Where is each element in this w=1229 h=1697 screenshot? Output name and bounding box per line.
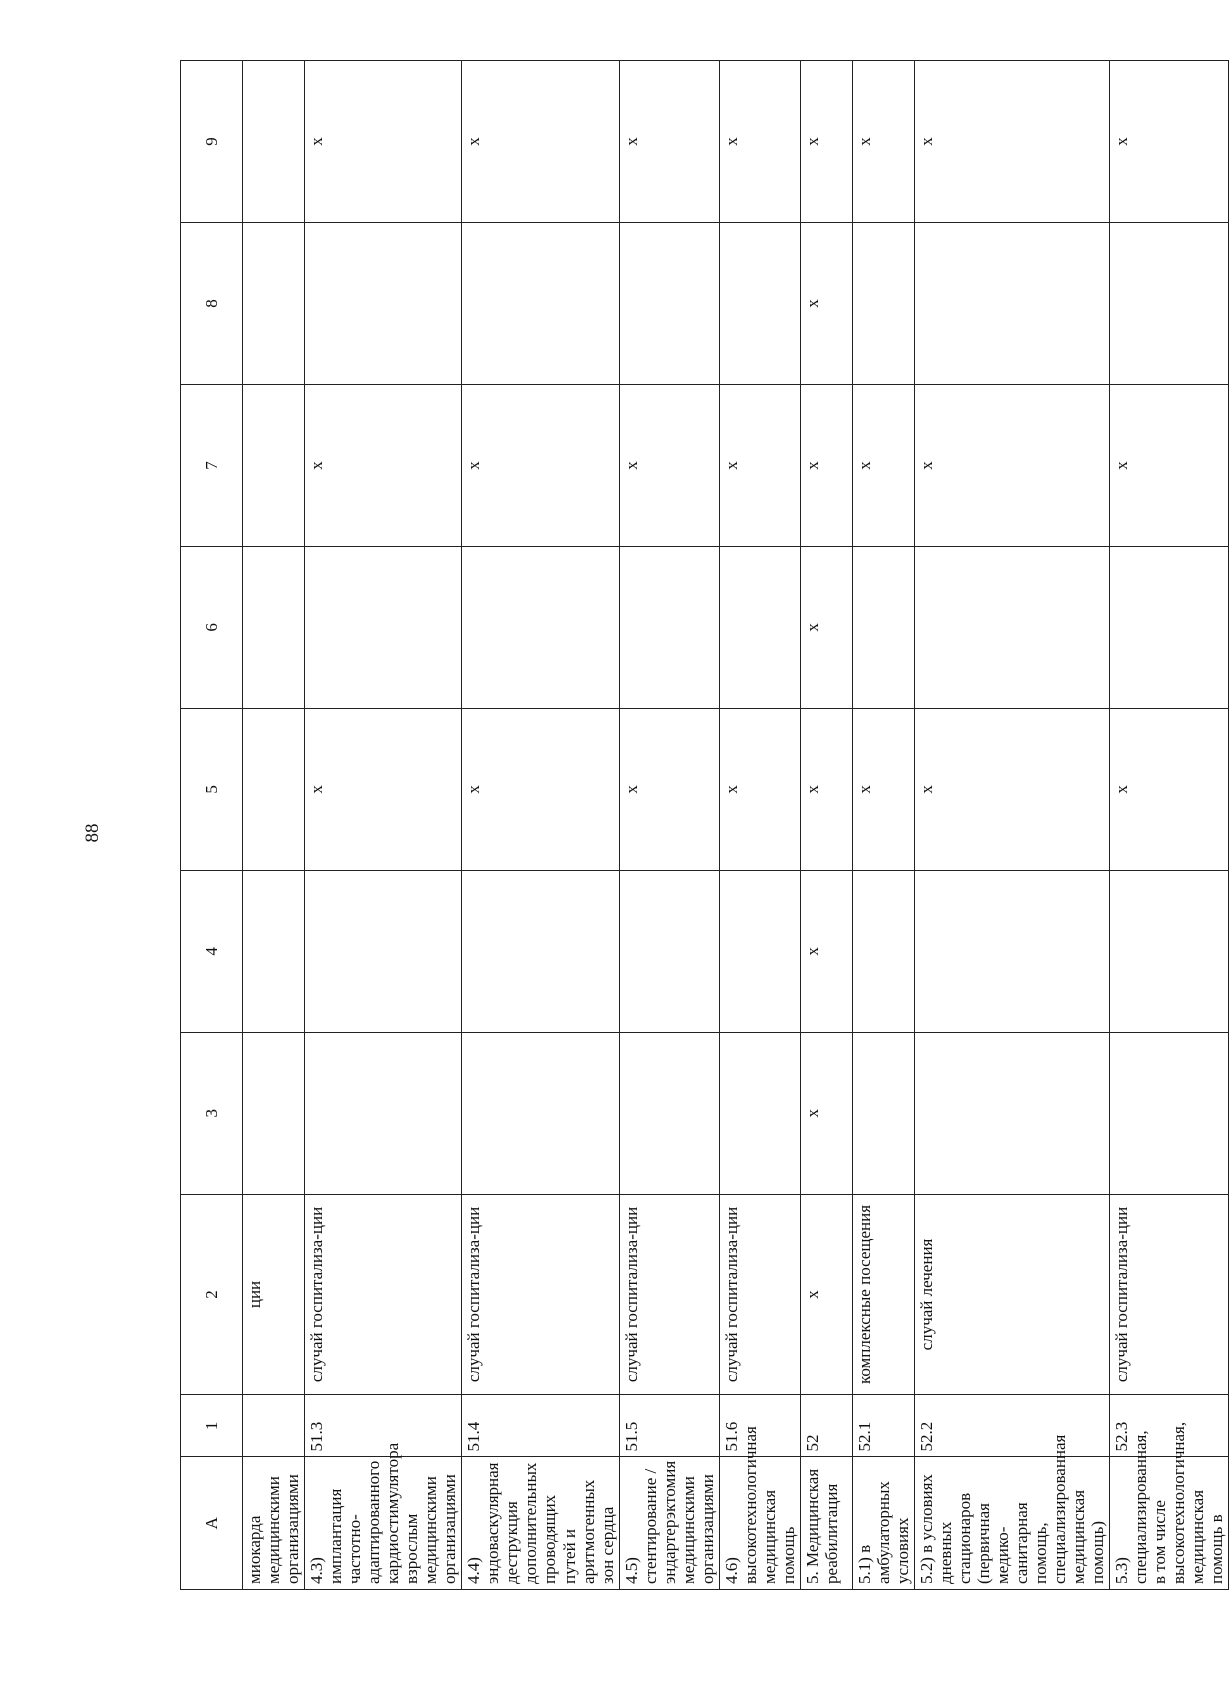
row-name: 4.4) эндоваскулярная деструкция дополнительных проводящих путей и аритмогенных зон сердца	[462, 1457, 619, 1590]
header-cell-2: 2	[181, 1194, 243, 1394]
row-col-7: х	[914, 384, 1109, 546]
row-code: 52.1	[852, 1395, 914, 1457]
row-col-5: х	[1110, 708, 1229, 870]
row-code: 52	[800, 1395, 852, 1457]
row-col-9: х	[1110, 61, 1229, 223]
row-col-8	[1110, 223, 1229, 385]
row-name: 5.2) в условиях дневных стационаров (первичная медико-санитарная помощь, специализированная медицинская помощь)	[914, 1457, 1109, 1590]
row-col-9: х	[619, 61, 719, 223]
header-cell-6: 6	[181, 546, 243, 708]
row-col-3	[305, 1032, 462, 1194]
page-number: 88	[82, 823, 103, 843]
row-col-3	[619, 1032, 719, 1194]
row-col-8	[852, 223, 914, 385]
header-cell-3: 3	[181, 1032, 243, 1194]
row-col-5: х	[619, 708, 719, 870]
table-row	[800, 61, 852, 1590]
row-unit: случай госпитализа-ции	[1110, 1194, 1229, 1394]
row-code: 51.3	[305, 1395, 462, 1457]
row-col-4	[619, 870, 719, 1032]
row-col-5: х	[719, 708, 800, 870]
row-col-3	[719, 1032, 800, 1194]
header-cell-8: 8	[181, 223, 243, 385]
row-col-4	[243, 870, 305, 1032]
row-col-9: х	[719, 61, 800, 223]
row-col-5: х	[800, 708, 852, 870]
row-col-9: х	[305, 61, 462, 223]
row-col-8	[243, 223, 305, 385]
row-col-8	[914, 223, 1109, 385]
row-unit: х	[800, 1194, 852, 1394]
row-col-6	[852, 546, 914, 708]
header-cell-a: А	[181, 1457, 243, 1590]
rotated-table-wrapper	[180, 60, 1227, 1590]
row-name: 5.1) в амбулаторных условиях	[852, 1457, 914, 1590]
header-cell-7: 7	[181, 384, 243, 546]
row-col-4: х	[800, 870, 852, 1032]
row-col-5	[243, 708, 305, 870]
row-col-4	[462, 870, 619, 1032]
row-name: 5.3) специализированная, в том числе высокотехнологичная, медицинская помощь в	[1110, 1457, 1229, 1590]
row-code: 52.3	[1110, 1395, 1229, 1457]
row-name: 4.3) имплантация частотно-адаптированного кардиостимулятора взрослым медицинскими организациями	[305, 1457, 462, 1590]
row-code	[243, 1395, 305, 1457]
row-col-9	[243, 61, 305, 223]
row-col-6	[243, 546, 305, 708]
row-col-5: х	[305, 708, 462, 870]
row-col-4	[852, 870, 914, 1032]
row-col-3	[914, 1032, 1109, 1194]
row-name: 4.5) стентирование / эндартерэктомия медицинскими организациями	[619, 1457, 719, 1590]
row-unit: случай госпитализа-ции	[719, 1194, 800, 1394]
table-row	[619, 61, 719, 1590]
row-col-3: х	[800, 1032, 852, 1194]
row-col-5: х	[852, 708, 914, 870]
row-col-4	[719, 870, 800, 1032]
table-row	[243, 61, 305, 1590]
row-unit: случай лечения	[914, 1194, 1109, 1394]
row-unit: ции	[243, 1194, 305, 1394]
row-col-4	[914, 870, 1109, 1032]
row-col-6	[1110, 546, 1229, 708]
row-col-8	[305, 223, 462, 385]
row-col-3	[852, 1032, 914, 1194]
row-code: 51.5	[619, 1395, 719, 1457]
row-col-5: х	[462, 708, 619, 870]
row-col-7: х	[619, 384, 719, 546]
row-col-7: х	[800, 384, 852, 546]
row-col-9: х	[852, 61, 914, 223]
header-cell-4: 4	[181, 870, 243, 1032]
row-col-6	[305, 546, 462, 708]
row-name: 5. Медицинская реабилитация	[800, 1457, 852, 1590]
row-col-8: х	[800, 223, 852, 385]
row-unit: случай госпитализа-ции	[619, 1194, 719, 1394]
table-row	[462, 61, 619, 1590]
table-row	[305, 61, 462, 1590]
row-code: 52.2	[914, 1395, 1109, 1457]
header-cell-1: 1	[181, 1395, 243, 1457]
row-col-9: х	[462, 61, 619, 223]
row-col-7: х	[1110, 384, 1229, 546]
row-col-5: х	[914, 708, 1109, 870]
row-col-6	[619, 546, 719, 708]
row-col-7: х	[305, 384, 462, 546]
row-col-8	[619, 223, 719, 385]
row-code: 51.6	[719, 1395, 800, 1457]
data-table	[180, 60, 1229, 1590]
row-code: 51.4	[462, 1395, 619, 1457]
row-name: миокарда медицинскими организациями	[243, 1457, 305, 1590]
header-cell-9: 9	[181, 61, 243, 223]
row-col-4	[305, 870, 462, 1032]
row-col-3	[1110, 1032, 1229, 1194]
row-col-3	[243, 1032, 305, 1194]
row-col-7: х	[852, 384, 914, 546]
header-cell-5: 5	[181, 708, 243, 870]
row-col-6: х	[800, 546, 852, 708]
row-unit: случай госпитализа-ции	[462, 1194, 619, 1394]
row-col-9: х	[914, 61, 1109, 223]
table-row	[852, 61, 914, 1590]
table-row	[719, 61, 800, 1590]
row-col-3	[462, 1032, 619, 1194]
row-col-7: х	[719, 384, 800, 546]
row-unit: случай госпитализа-ции	[305, 1194, 462, 1394]
row-col-8	[462, 223, 619, 385]
table-row	[1110, 61, 1229, 1590]
row-col-7	[243, 384, 305, 546]
row-col-8	[719, 223, 800, 385]
row-col-6	[462, 546, 619, 708]
row-col-7: х	[462, 384, 619, 546]
header-row	[181, 61, 243, 1590]
row-col-6	[914, 546, 1109, 708]
row-name: 4.6) высокотехнологичная медицинская помощь	[719, 1457, 800, 1590]
row-col-9: х	[800, 61, 852, 223]
row-col-6	[719, 546, 800, 708]
row-col-4	[1110, 870, 1229, 1032]
row-unit: комплексные посещения	[852, 1194, 914, 1394]
table-row	[914, 61, 1109, 1590]
